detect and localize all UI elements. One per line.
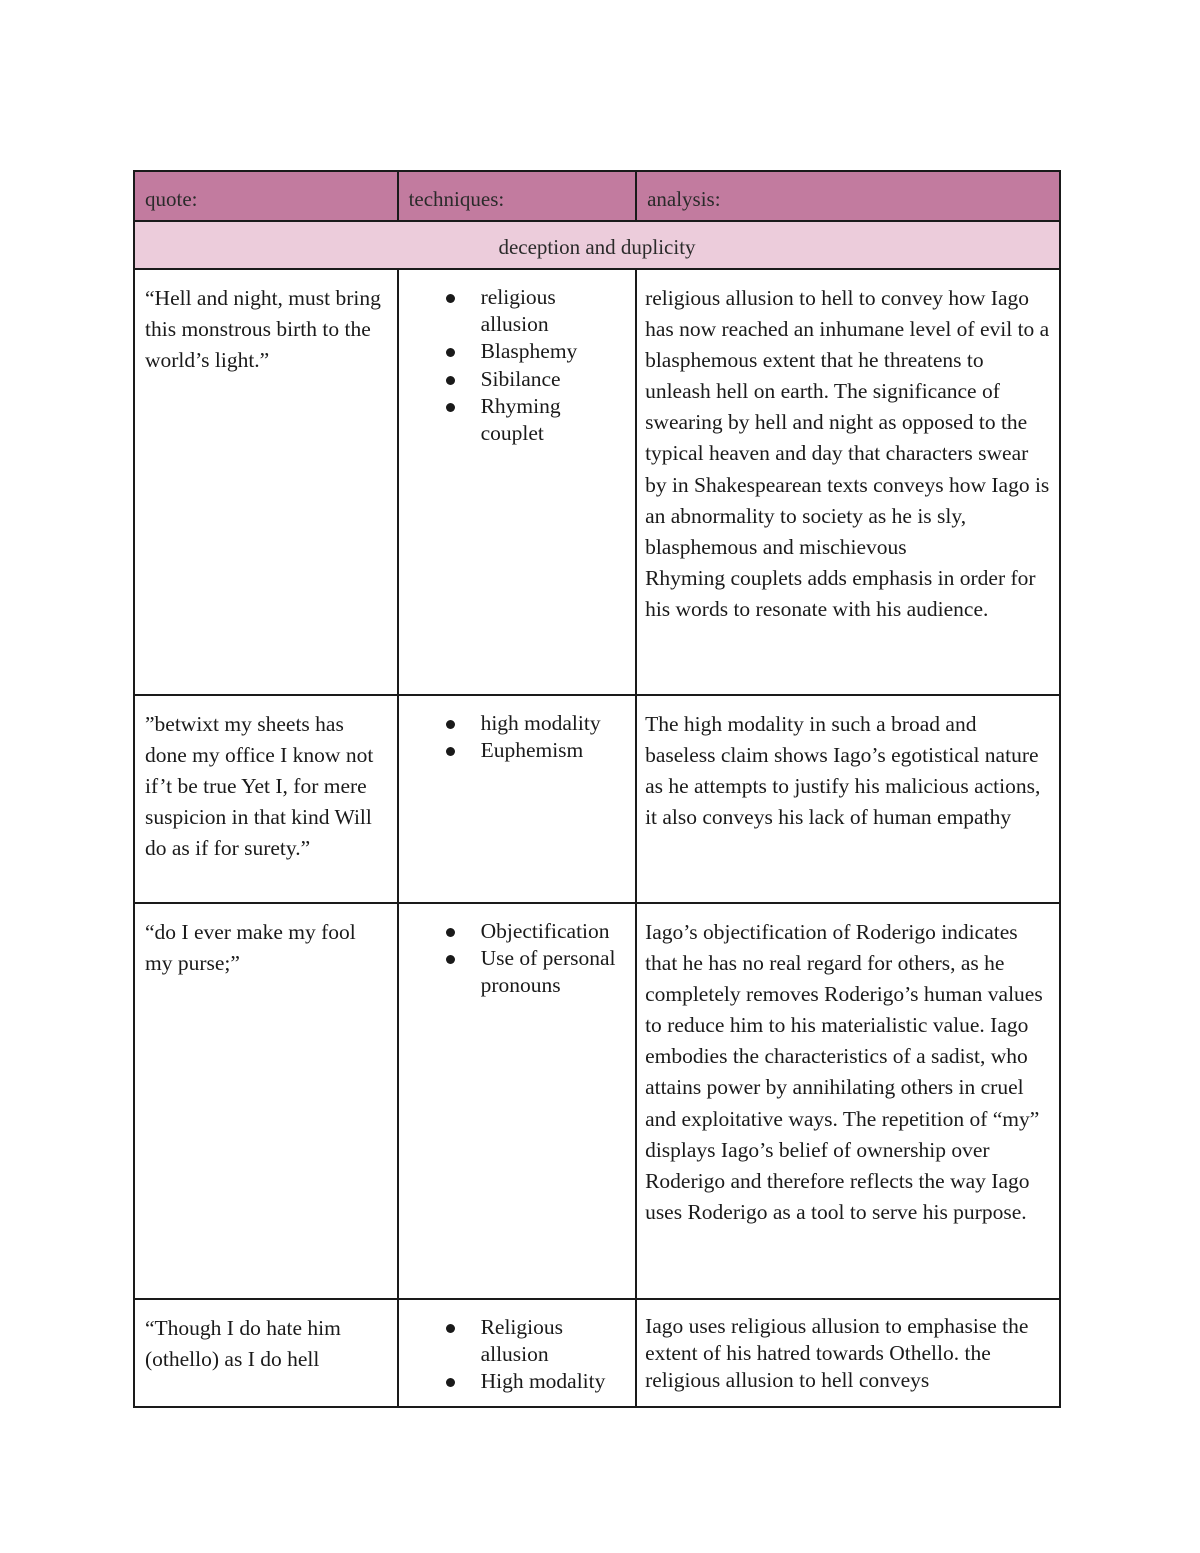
analysis-text [637,904,1059,1238]
technique-item: Use of personal pronouns [443,945,628,999]
analysis-paragraph: religious allusion to hell to convey how Iago has now reached an inhumane level of evil to a blasphemous extent that he threatens to unleash hell on earth. The significance of swearing by hell and night as opposed to the typical heaven and day that characters swear by in Shakespearean texts conveys how Iago is an abnormality to society as he is sly, blasphemous and mischievous [645,286,1050,559]
analysis-cell [636,269,1060,695]
table-row [134,903,1060,1299]
bullet-icon [446,376,455,385]
section-cell [134,221,1060,269]
analysis-cell [636,1299,1060,1407]
table-row [134,269,1060,695]
analysis-paragraph: The high modality in such a broad and baseless claim shows Iago’s egotistical nature as he attempts to justify his malicious actions, it also conveys his lack of human empathy [645,712,1041,830]
header-quote-cell [134,171,398,221]
table-row [134,695,1060,903]
techniques-cell [398,695,637,903]
header-analysis: analysis: [647,187,721,211]
bullet-icon [446,1378,455,1387]
analysis-text [637,696,1059,843]
technique-item: Euphemism [443,737,628,764]
bullet-icon [446,720,455,729]
analysis-paragraph: Rhyming couplets adds emphasis in order for his words to resonate with his audience. [645,565,1036,621]
technique-item: high modality [443,710,628,737]
quote-text: “Though I do hate him (othello) as I do hell [145,1316,341,1372]
bullet-icon [446,1324,455,1333]
techniques-list [399,270,636,457]
analysis-table [133,170,1061,1408]
quote-cell [134,269,398,695]
techniques-cell [398,1299,637,1407]
section-title: deception and duplicity [498,235,696,259]
table-header-row [134,171,1060,221]
bullet-icon [446,403,455,412]
technique-item: Sibilance [443,366,628,393]
quote-cell [134,1299,398,1407]
techniques-cell [398,903,637,1299]
bullet-icon [446,294,455,303]
table-row [134,1299,1060,1407]
analysis-paragraph: Iago’s objectification of Roderigo indicates that he has no real regard for others, as he completely removes Roderigo’s human values to reduce him to his materialistic value. Iago embodies the characteristics of a sadist, who attains power by annihilating others in cruel and exploitative ways. The repetition of “my” displays Iago’s belief of ownership over Roderigo and therefore reflects the way Iago uses Roderigo as a tool to serve his purpose. [645,920,1043,1224]
technique-item: Objectification [443,918,628,945]
header-techniques-cell [398,171,637,221]
technique-item: Blasphemy [443,338,628,365]
quote-text: “do I ever make my fool my purse;” [145,920,356,976]
header-techniques: techniques: [408,187,505,211]
section-row [134,221,1060,269]
analysis-text [637,270,1059,635]
analysis-cell [636,903,1060,1299]
techniques-list [399,904,636,1010]
techniques-list [399,696,636,774]
analysis-text [637,1300,1059,1405]
quote-text: ”betwixt my sheets has done my office I know not if’t be true Yet I, for mere suspicion in that kind Will do as if for surety.” [145,712,374,861]
quote-text: “Hell and night, must bring this monstrous birth to the world’s light.” [145,286,381,373]
quote-cell [134,903,398,1299]
analysis-cell [636,695,1060,903]
techniques-list [399,1300,636,1406]
technique-item: religious allusion [443,284,628,338]
technique-item: High modality [443,1368,628,1395]
technique-item: Religious allusion [443,1314,628,1368]
header-analysis-cell [636,171,1060,221]
bullet-icon [446,955,455,964]
bullet-icon [446,747,455,756]
quote-cell [134,695,398,903]
techniques-cell [398,269,637,695]
bullet-icon [446,928,455,937]
bullet-icon [446,348,455,357]
analysis-paragraph: Iago uses religious allusion to emphasise the extent of his hatred towards Othello. the religious allusion to hell conveys [645,1314,1029,1393]
header-quote: quote: [145,187,198,211]
technique-item: Rhyming couplet [443,393,628,447]
